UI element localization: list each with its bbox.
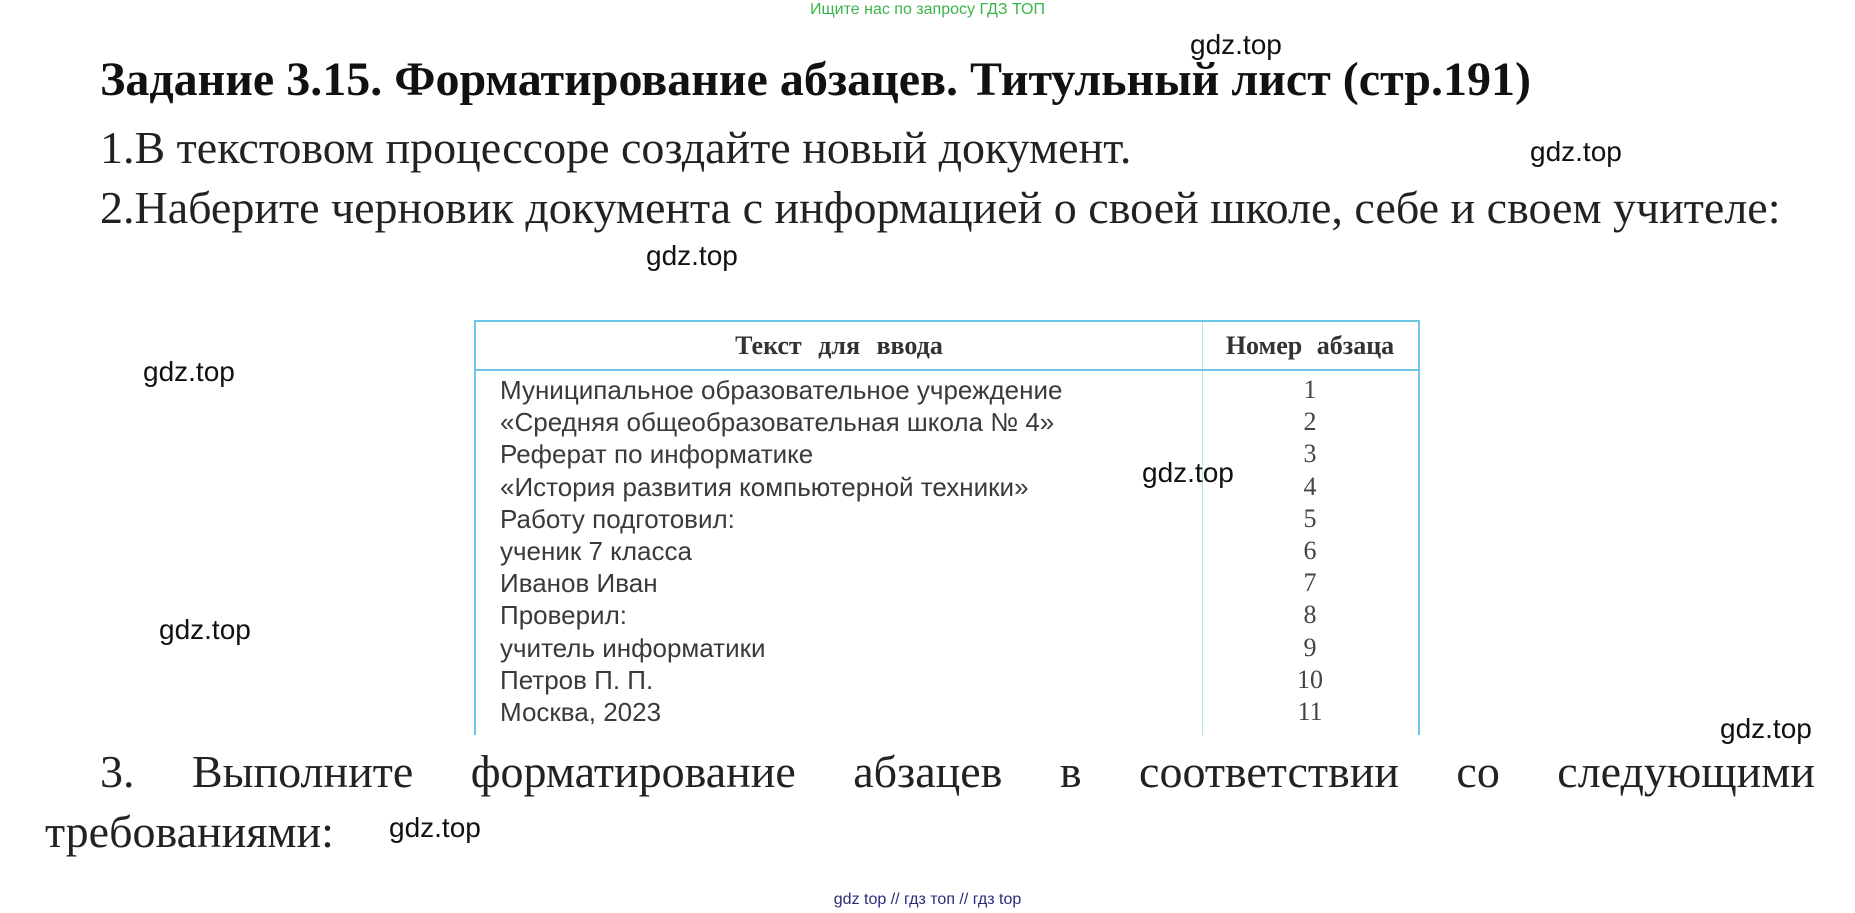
watermark-text: gdz.top xyxy=(159,614,251,645)
row-text: «Средняя общеобразовательная школа № 4» xyxy=(500,407,1055,438)
row-number: 9 xyxy=(1303,632,1317,662)
row-number: 8 xyxy=(1303,600,1317,630)
step-2-text: 2.Наберите черновик документа с информацией о своей школе, себе и своем учителе: xyxy=(100,182,1781,233)
table-row xyxy=(476,503,1418,535)
row-number: 2 xyxy=(1303,407,1317,437)
header-paragraph-number: Номер абзаца xyxy=(1225,331,1395,360)
watermark-text: gdz.top xyxy=(1530,136,1622,167)
row-number: 10 xyxy=(1297,664,1323,694)
table-row xyxy=(476,471,1418,503)
watermark-text: gdz.top xyxy=(1190,29,1282,60)
row-text: Петров П. П. xyxy=(500,664,654,695)
row-number: 5 xyxy=(1303,503,1317,533)
row-number: 3 xyxy=(1303,439,1317,469)
row-text: Проверил: xyxy=(500,600,627,631)
row-text: Иванов Иван xyxy=(500,568,658,599)
table-row xyxy=(476,632,1418,664)
row-text: Москва, 2023 xyxy=(500,696,662,727)
table-row xyxy=(476,567,1418,599)
table-row xyxy=(476,438,1418,470)
top-banner-text: Ищите нас по запросу ГДЗ ТОП xyxy=(810,1,1045,18)
table-row xyxy=(476,374,1418,406)
row-text: Работу подготовил: xyxy=(500,503,735,534)
row-number: 7 xyxy=(1303,568,1317,598)
row-text: учитель информатики xyxy=(500,632,766,663)
row-text: ученик 7 класса xyxy=(500,535,692,566)
table-row xyxy=(476,599,1418,631)
input-text-table xyxy=(474,320,1420,735)
watermark-text: gdz.top xyxy=(1720,713,1812,744)
row-text: Реферат по информатике xyxy=(500,439,814,470)
row-number: 6 xyxy=(1303,535,1317,565)
task-title: Задание 3.15. Форматирование абзацев. Титульный лист (стр.191) xyxy=(100,53,1531,106)
table-row xyxy=(476,696,1418,728)
row-number: 11 xyxy=(1297,696,1323,726)
footer-text: gdz top // гдз топ // гдз top xyxy=(833,891,1022,908)
header-text-for-input: Текст для ввода xyxy=(735,331,943,360)
row-number: 1 xyxy=(1303,375,1317,404)
watermark-text: gdz.top xyxy=(143,356,235,387)
step-1-text: 1.В текстовом процессоре создайте новый документ. xyxy=(100,122,1132,173)
table-row xyxy=(476,535,1418,567)
row-text: «История развития компьютерной техники» xyxy=(500,471,1029,502)
watermark-text: gdz.top xyxy=(389,812,481,843)
row-number: 4 xyxy=(1303,471,1317,501)
table-header-row xyxy=(476,322,1418,371)
watermark-text: gdz.top xyxy=(646,240,738,271)
table-row xyxy=(476,406,1418,438)
table-body xyxy=(476,374,1418,728)
watermark-text: gdz.top xyxy=(1142,457,1234,488)
step-3-text: 3. Выполните форматирование абзацев в соответствии со следующими требованиями: xyxy=(45,746,1815,857)
table-row xyxy=(476,664,1418,696)
row-text: Муниципальное образовательное учреждение xyxy=(500,375,1063,405)
